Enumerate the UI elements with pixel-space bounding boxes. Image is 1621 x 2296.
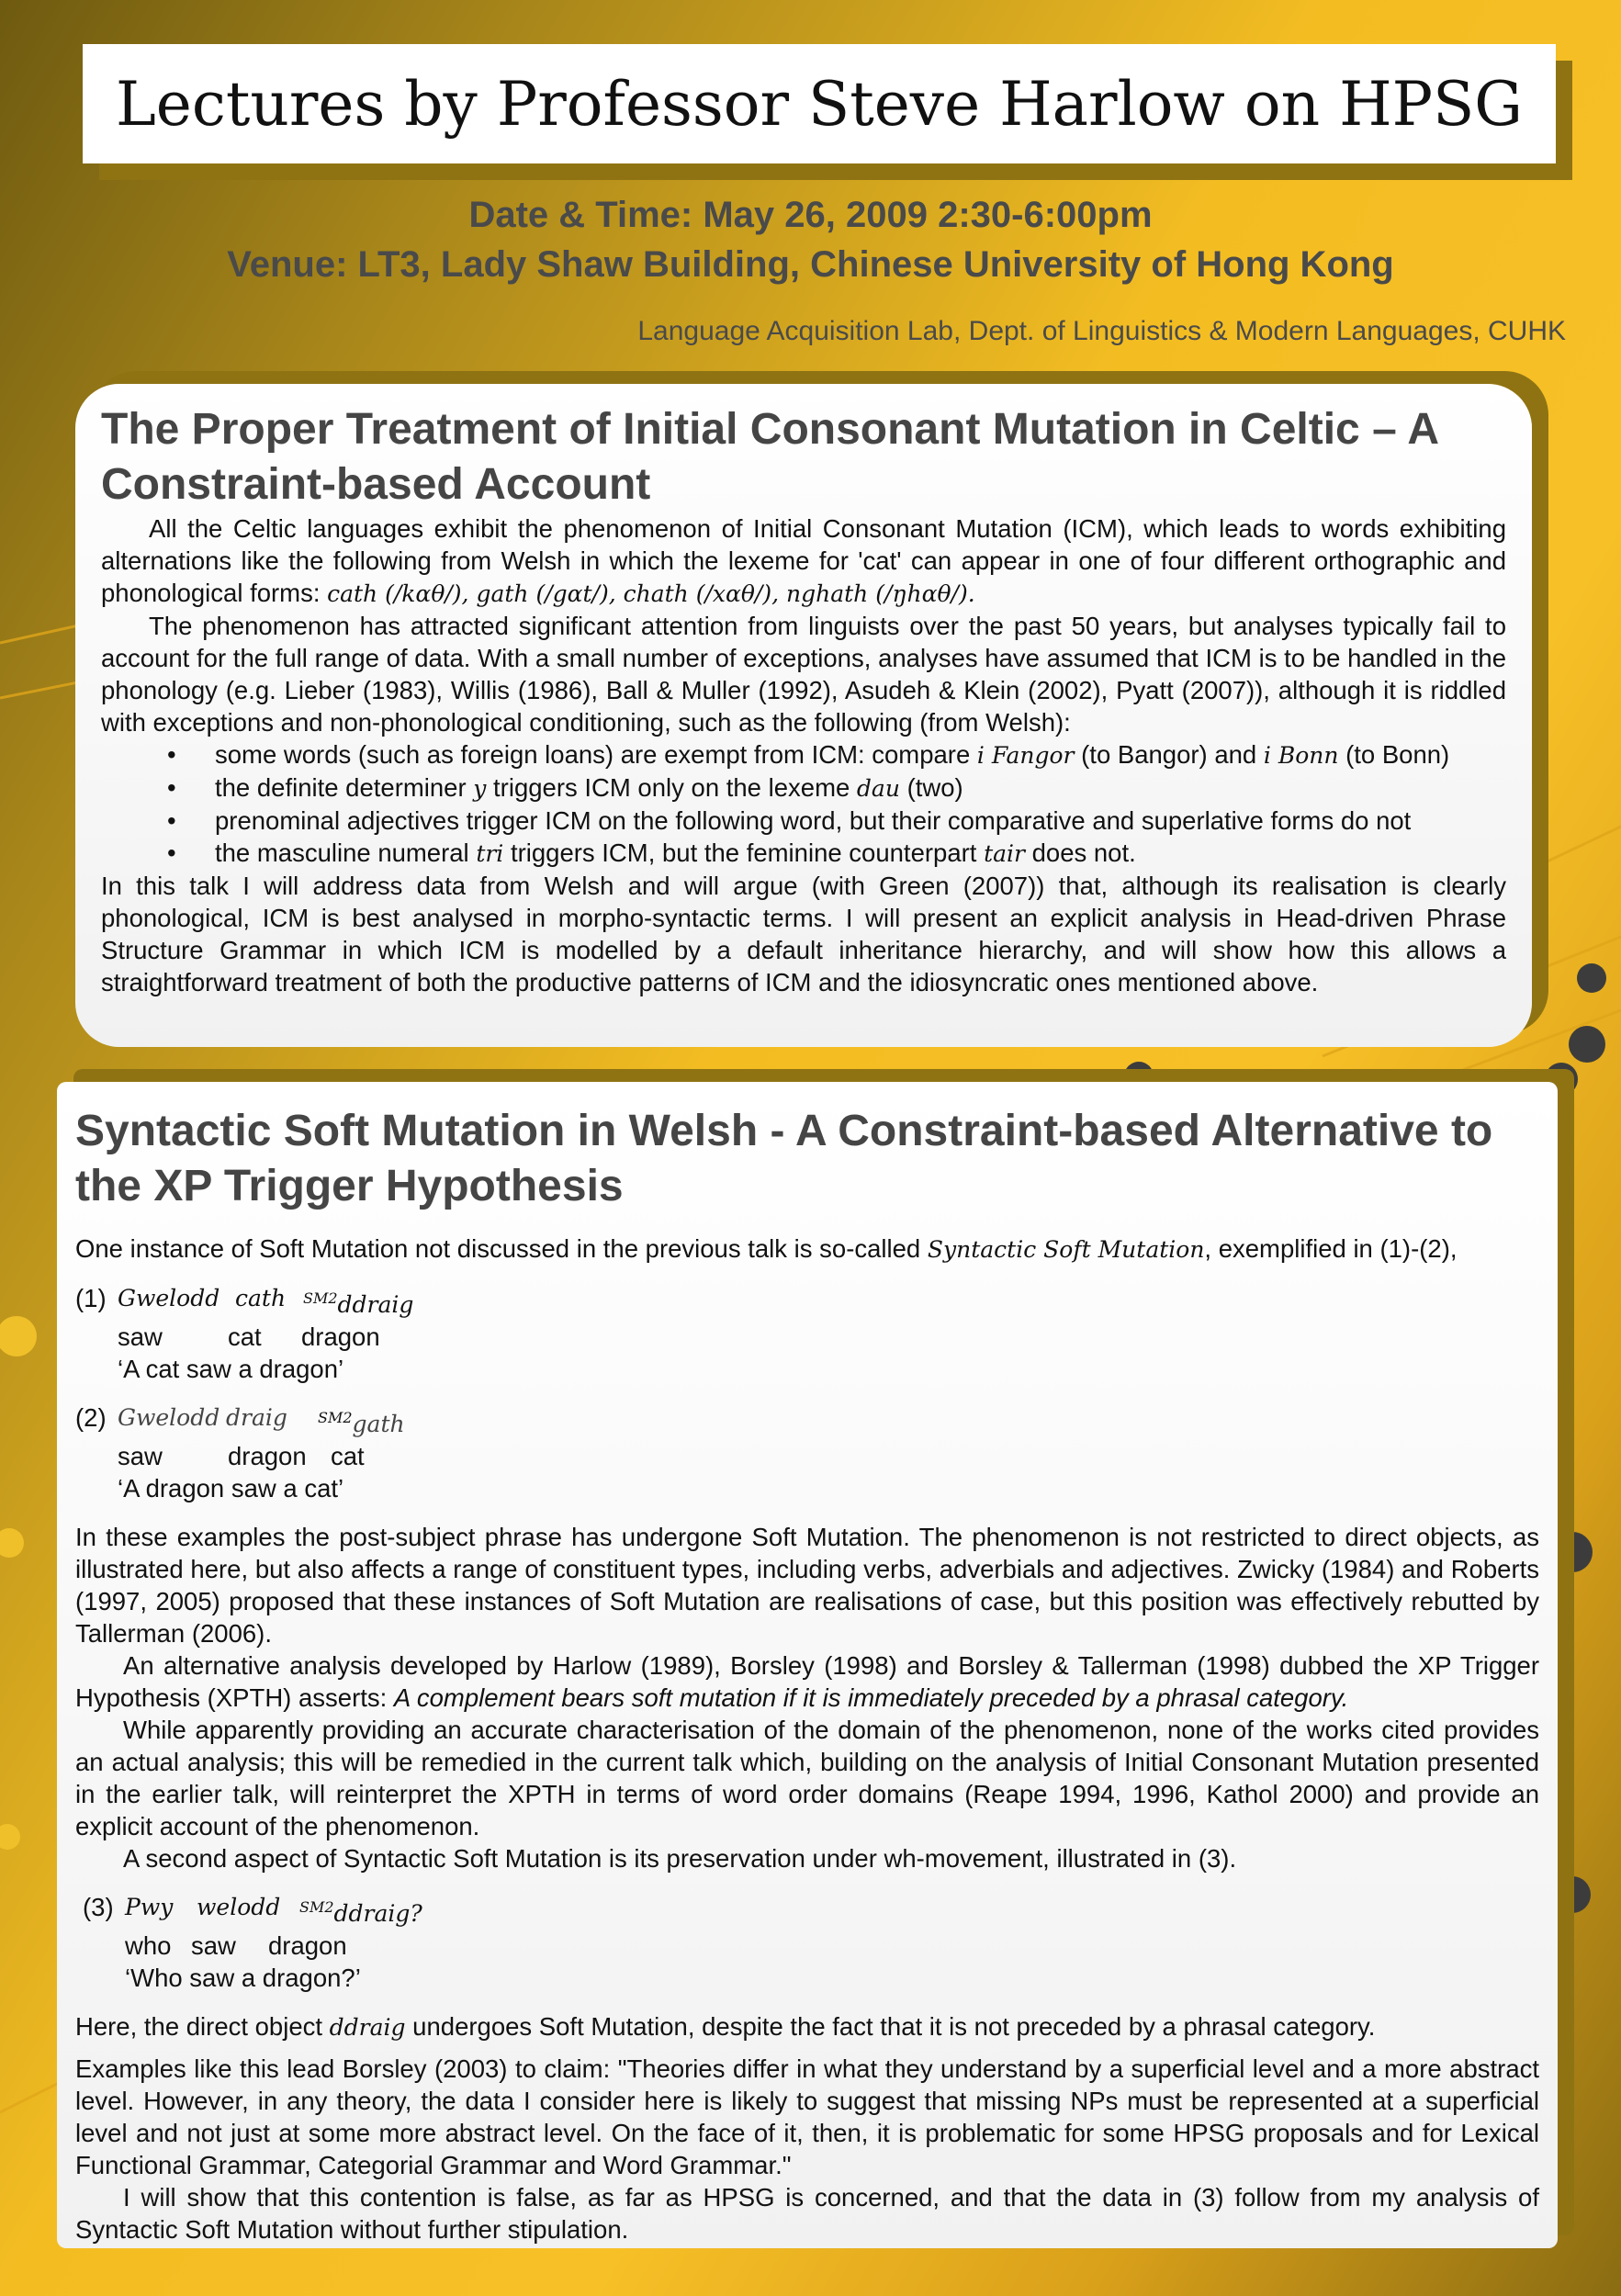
talk2-para-7: I will show that this contention is false, as far as HPSG is concerned, and that the data in (3) follow from my analysis of Syntactic Soft Mutation without further stipulation.	[75, 2183, 1539, 2245]
example-3: (3) Pwy welodd $^{SM2}$ddraig? who saw dragon ‘Who saw a dragon?’	[83, 1893, 422, 1993]
talk2-para-4: A second aspect of Syntactic Soft Mutation is its preservation under wh-movement, illustrated in (3).	[123, 1844, 1237, 1874]
example-1: (1) Gwelodd cath $^{SM2}$ddraig saw cat dragon ‘A cat saw a dragon’	[75, 1284, 414, 1384]
page-title: Lectures by Professor Steve Harlow on HPSG	[115, 68, 1524, 140]
talk2-title: Syntactic Soft Mutation in Welsh - A Constraint-based Alternative to the XP Trigger Hypothesis	[75, 1107, 1493, 1210]
talk1-para-2: The phenomenon has attracted significant attention from linguists over the past 50 years, but analyses typically fail to account for the full range of data. With a small number of exceptions, analyses have assumed that ICM is to be handled in the phonology (e.g. Lieber (1983), Willis (1986), Ball & Muller (1992), Asudeh & Klein (2002), Pyatt (2007)), although it is riddled with exceptions and non-phonological conditioning, such as the following (from Welsh):	[101, 612, 1506, 737]
talk2-abstract	[75, 1232, 1539, 2245]
example-2: (2) Gwelodd draig $^{SM2}$gath saw dragon cat ‘A dragon saw a cat’	[75, 1403, 405, 1503]
date-time: Date & Time: May 26, 2009 2:30-6:00pm	[468, 195, 1153, 235]
talk1-card	[75, 384, 1532, 1047]
talk1-para-3: In this talk I will address data from Welsh and will argue (with Green (2007)) that, although its realisation is clearly phonological, ICM is best analysed in morpho-syntactic terms. I will present an explicit analysis in Head-driven Phrase Structure Grammar in which ICM is modelled by a default inheritance hierarchy, and will show how this allows a straightforward treatment of both the productive patterns of ICM and the idiosyncratic ones mentioned above.	[101, 872, 1506, 996]
exceptions-list	[101, 738, 1506, 870]
list-item: • the definite determiner y triggers ICM only on the lexeme dau (two)	[167, 771, 1506, 805]
list-item: • the masculine numeral tri triggers ICM, but the feminine counterpart tair does not.	[167, 837, 1506, 870]
venue: Venue: LT3, Lady Shaw Building, Chinese University of Hong Kong	[227, 244, 1394, 285]
talk1-title: The Proper Treatment of Initial Consonant Mutation in Celtic – A Constraint-based Account	[101, 405, 1438, 509]
talk2-intro: One instance of Soft Mutation not discussed in the previous talk is so-called Syntactic Soft Mutation, exemplified in (1)-(2),	[75, 1234, 1458, 1263]
talk2-para-6: Examples like this lead Borsley (2003) to claim: "Theories differ in what they understand by a superficial level and a more abstract level. However, in any theory, the data I consider here is likely to suggest that missing NPs must be represented at a superficial level and not just at some more abstract level. On the face of it, then, it is problematic for some HPSG proposals and for Lexical Functional Grammar, Categorial Grammar and Word Grammar."	[75, 2054, 1539, 2180]
talk2-para-2: An alternative analysis developed by Harlow (1989), Borsley (1998) and Borsley & Tallerman (1998) dubbed the XP Trigger Hypothesis (XPTH) asserts: A complement bears soft mutation if it is immediately preceded by a phrasal category.	[75, 1651, 1539, 1713]
cat-forms: cath (/kɑθ/), gath (/gɑt/), chath (/xɑθ/), nghath (/ŋhɑθ/).	[327, 580, 975, 607]
list-item: • prenominal adjectives trigger ICM on the following word, but their comparative and superlative forms do not	[167, 805, 1506, 837]
talk1-abstract	[101, 512, 1506, 998]
organizer: Language Acquisition Lab, Dept. of Linguistics & Modern Languages, CUHK	[637, 316, 1566, 346]
talk2-para-5: Here, the direct object ddraig undergoes Soft Mutation, despite the fact that it is not preceded by a phrasal category.	[75, 2012, 1376, 2042]
talk2-para-3: While apparently providing an accurate characterisation of the domain of the phenomenon, none of the works cited provides an actual analysis; this will be remedied in the current talk which, building on the analysis of Initial Consonant Mutation presented in the earlier talk, will reinterpret the XPTH in terms of word order domains (Reape 1994, 1996, Kathol 2000) and provide an explicit account of the phenomenon.	[75, 1716, 1539, 1841]
list-item: • some words (such as foreign loans) are exempt from ICM: compare i Fangor (to Bangor) and i Bonn (to Bonn)	[167, 738, 1506, 771]
title-banner	[83, 44, 1556, 163]
talk2-para-1: In these examples the post-subject phrase has undergone Soft Mutation. The phenomenon is not restricted to direct objects, as illustrated here, but also affects a range of constituent types, including verbs, adverbials and adjectives. Zwicky (1984) and Roberts (1997, 2005) proposed that these instances of Soft Mutation are realisations of case, but this position was effectively rebutted by Tallerman (2006).	[75, 1523, 1539, 1649]
talk1-para-1: All the Celtic languages exhibit the phenomenon of Initial Consonant Mutation (ICM), which leads to words exhibiting alternations like the following from Welsh in which the lexeme for 'cat' can appear in one of four different orthographic and phonological forms: cath (/kɑθ/), gath (/gɑt/), chath (/xɑθ/), nghath (/ŋhɑθ/).	[101, 514, 1506, 607]
talk2-card	[57, 1082, 1558, 2248]
